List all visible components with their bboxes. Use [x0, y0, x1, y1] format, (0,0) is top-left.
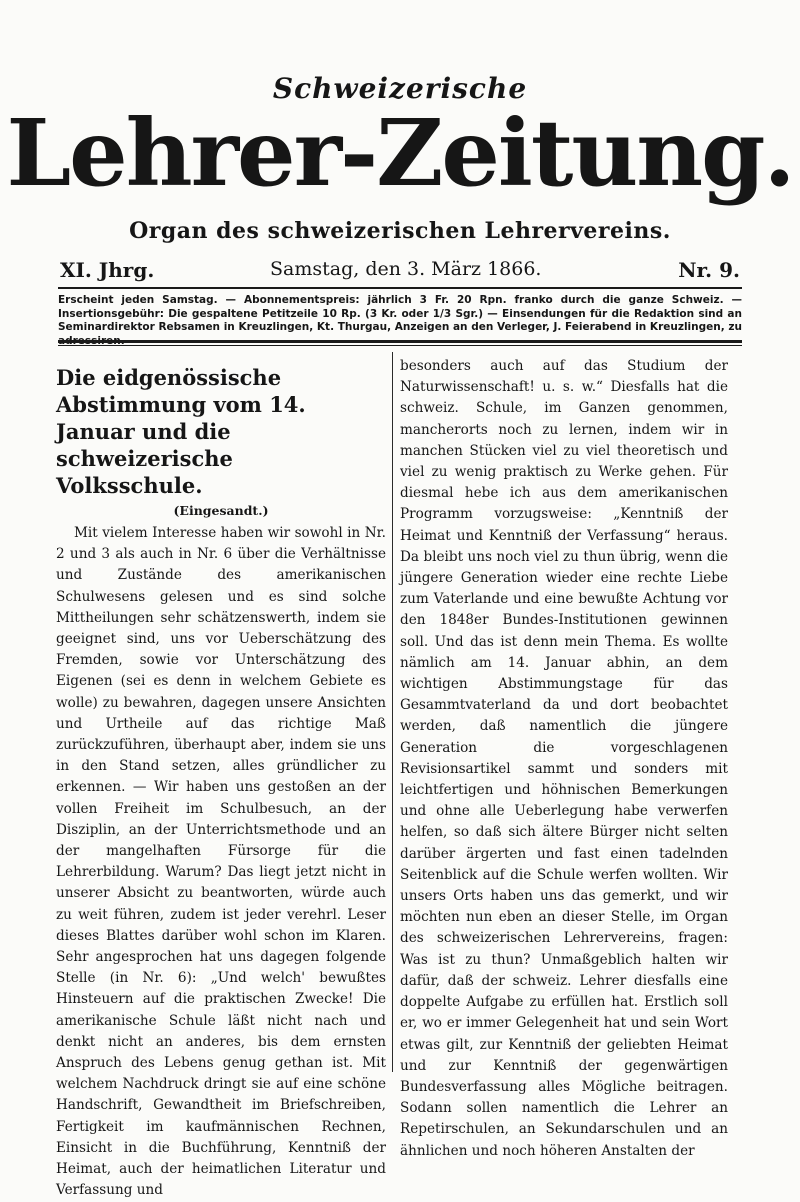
article-headline: Die eidgenössische Abstimmung vom 14. Januar und die schweizerische Volksschule.: [56, 365, 306, 498]
subscription-notice: Erscheint jeden Samstag. — Abonnementspreis: jährlich 3 Fr. 20 Rpn. franko durch die ganze Schweiz. — Insertionsgebühr: Die gespaltene Petitzeile 10 Rp. (3 Kr. oder 1/3 Sgr.) — Einsendungen für die Redaktion sind an Seminardirektor Rebsamen in Kreuzlingen, Kt. Thurgau, Anzeigen an den Verleger, J. Feierabend in Kreuzlingen, zu: [58, 294, 742, 333]
column-divider: [392, 352, 393, 1072]
left-column-text: Mit vielem Interesse haben wir sowohl in Nr. 2 und 3 als auch in Nr. 6 über die Verhältnisse und Zustände des amerikanischen Schulwesens gelesen und es sind solche Mittheilungen sehr schätzenswerth, indem sie geeignet sind, uns vor Ueberschätzung des Fremden, sowie vor Unterschätzung des Eigenen (sei es denn in welchem Gebiete es wolle) zu bewahren, dagegen unsere Ansichten und Urtheile auf das richtige Maß zurückzuführen, überhaupt aber, indem sie uns in den Stand setzen, alles gründlicher zu erkennen. — Wir haben uns gestoßen an der vollen Freiheit im Schulbesuch, an der Disziplin, an der Unterrichtsmethode und an der mangelhaften Fürsorge für die Lehrerbildung. Warum? Das liegt jetzt nicht in unserer Absicht zu beantworten, würde auch zu weit führen, zudem ist jeder verehrl. Leser dieses Blattes darüber wohl schon im Klaren. Sehr angesprochen hat uns dagegen folgende Stelle (in Nr. 6): „Und welch' bewußtes Hinsteuern auf die praktischen Zwecke! Die amerikanische Schule läßt nicht nach und denkt nicht an anderes, bis dem ernsten Anspruch des Lebens genug gethan ist. Mit welchem Nachdruck dringt sie auf eine schöne Handschrift, Gewandtheit im Briefschreiben, Fertigkeit im kaufmännischen Rechnen, Einsicht in die Buchführung, Kenntniß der Heimat, auch der heimatlichen Literatur und Verfassung und: [56, 525, 386, 1199]
bottom-rule-thin: [58, 345, 742, 346]
masthead-subtitle: Organ des schweizerischen Lehrervereins.: [129, 218, 671, 244]
issue-date: Samstag, den 3. März 1866.: [270, 258, 542, 280]
masthead-title: Lehrer-Zeitung.: [6, 99, 794, 207]
top-rule: [58, 287, 742, 289]
right-column-text: besonders auch auf das Studium der Naturwissenschaft! u. s. w.“ Diesfalls hat die schweiz. Schule, im Ganzen genommen, mancherorts noch zu lernen, indem wir in manchen Stücken viel zu viel theoretisch und viel zu wenig praktisch zu Werke gehen. Für diesmal hebe ich aus dem amerikanischen Programm vorzugsweise: „Kenntniß der Heimat und Kenntniß der Verfassung“ heraus. Da bleibt uns noch viel zu thun übrig, wenn die jüngere Generation wieder eine rechte Liebe zum Vaterlande und eine bewußte Achtung vor den 1848er Bundes-Institutionen gewinnen soll. Und das ist denn mein Thema. Es wollte nämlich am 14. Januar abhin, an dem wichtigen Abstimmungstage für das Gesammtvaterland da und dort beobachtet werden, daß namentlich die jüngere Generation die vorgeschlagenen Revisionsartikel sammt und sonders mit leichtfertigen und höhnischen Bemerkungen und ohne alle Ueberlegung habe verwerfen helfen, so daß sich ältere Bürger nicht selten darüber ärgerten und fast einen tadelnden Seitenblick auf die Schule werfen wollten. Wir unsers Orts haben uns das gemerkt, und wir möchten nun eben an dieser Stelle, im Organ des schweizerischen Lehrervereins, fragen: Was ist zu thun? Unmaßgeblich halten wir dafür, daß der schweiz. Lehrer diesfalls eine doppelte Aufgabe zu erfüllen hat. Erstlich soll er, wo er immer Gelegenheit hat und sein Wort etwas gilt, zur Kenntniß der geliebten Heimat und zur Kenntniß der gegenwärtigen Bundesverfassung alles Mögliche beitragen. Sodann sollen namentlich die Lehrer an Repetirschulen, an Sekundarschulen und an ähnlichen und noch höheren Anstalten der: [400, 358, 728, 1159]
article-byline: (Eingesandt.): [173, 503, 269, 518]
masthead-small-title: Schweizerische: [272, 72, 528, 105]
issue-number: Nr. 9.: [678, 258, 740, 282]
right-column: [400, 356, 728, 1162]
volume-label: XI. Jhrg.: [60, 258, 155, 282]
left-column: [56, 356, 386, 1202]
bottom-rule-thick: [58, 340, 742, 343]
dateline: [60, 258, 740, 286]
